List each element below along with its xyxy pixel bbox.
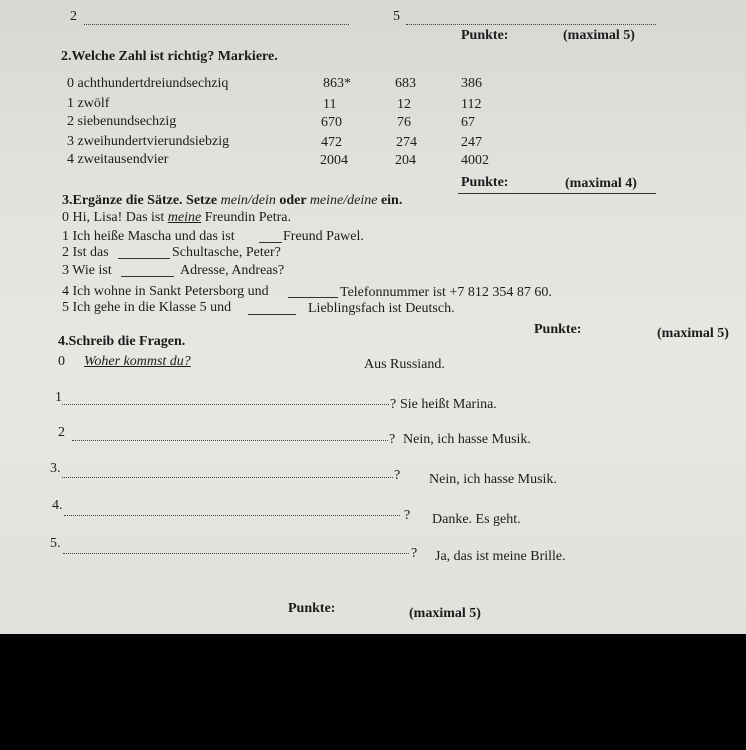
task2-option[interactable]: 112 <box>461 97 482 112</box>
score-label: Punkte: <box>534 322 582 337</box>
score-label: Punkte: <box>288 601 336 616</box>
task2-option[interactable]: 274 <box>396 135 417 150</box>
example-answer: Aus Russiand. <box>364 357 445 372</box>
task3-sentence: 2 Ist das <box>62 245 109 260</box>
answer-line <box>406 24 656 25</box>
question-answer: Nein, ich hasse Musik. <box>403 432 531 447</box>
task2-option[interactable]: 247 <box>461 135 482 150</box>
top-left-number: 2 <box>70 9 77 24</box>
score-max: (maximal 4) <box>565 176 637 191</box>
task2-row-label: 1 zwölf <box>67 96 110 111</box>
task2-option[interactable]: 204 <box>395 153 416 168</box>
blank-2[interactable] <box>118 258 170 259</box>
task3-title: 3.Ergänze die Sätze. Setze mein/dein oder meine/deine ein. <box>62 193 403 208</box>
task3-sentence: Lieblingsfach ist Deutsch. <box>308 301 455 316</box>
blank-3[interactable] <box>121 276 174 277</box>
question-mark: ? <box>390 397 397 412</box>
score-label: Punkte: <box>461 28 509 43</box>
question-input-line[interactable] <box>64 515 400 516</box>
question-input-line[interactable] <box>63 553 409 554</box>
question-answer: Danke. Es geht. <box>432 512 521 527</box>
task3-sentence: Schultasche, Peter? <box>172 245 281 260</box>
example-number: 0 <box>58 354 65 369</box>
task2-row-label: 3 zweihundertvierundsiebzig <box>67 134 230 149</box>
task3-sentence: 4 Ich wohne in Sankt Petersborg und <box>62 284 269 299</box>
task2-row-label: 2 siebenundsechzig <box>67 114 177 129</box>
task2-row-label: 0 achthundertdreiundsechziq <box>67 76 229 91</box>
question-mark: ? <box>389 432 396 447</box>
example-question: Woher kommst du? <box>84 354 191 369</box>
task3-sentence: Freund Pawel. <box>283 229 364 244</box>
task2-option[interactable]: 4002 <box>461 153 489 168</box>
question-mark: ? <box>404 508 411 523</box>
task3-sentence: 3 Wie ist <box>62 263 112 278</box>
question-answer: Nein, ich hasse Musik. <box>429 472 557 487</box>
task4-title: 4.Schreib die Fragen. <box>58 334 186 349</box>
task2-row-label: 4 zweitausendvier <box>67 152 169 167</box>
task3-example: 0 Hi, Lisa! Das ist meine Freundin Petra. <box>62 210 292 225</box>
task2-option[interactable]: 863* <box>323 76 351 91</box>
blank-5[interactable] <box>248 314 296 315</box>
task2-title: 2.Welche Zahl ist richtig? Markiere. <box>61 49 278 64</box>
question-number: 2 <box>58 425 65 440</box>
question-mark: ? <box>411 546 418 561</box>
question-input-line[interactable] <box>62 404 389 405</box>
task2-option[interactable]: 67 <box>461 115 475 130</box>
answer-line <box>84 24 349 25</box>
blank-4[interactable] <box>288 297 338 298</box>
question-answer: Ja, das ist meine Brille. <box>435 549 566 564</box>
question-input-line[interactable] <box>72 440 388 441</box>
task2-option[interactable]: 2004 <box>320 153 348 168</box>
score-max: (maximal 5) <box>657 326 729 341</box>
question-number: 1 <box>55 390 62 405</box>
score-label: Punkte: <box>461 175 509 190</box>
score-line <box>458 193 656 194</box>
task2-option[interactable]: 683 <box>395 76 416 91</box>
task3-sentence: 5 Ich gehe in die Klasse 5 und <box>62 300 232 315</box>
task2-option[interactable]: 11 <box>323 97 337 112</box>
question-number: 5. <box>50 536 61 551</box>
task2-option[interactable]: 472 <box>321 135 342 150</box>
blank-1[interactable] <box>259 242 282 243</box>
score-max: (maximal 5) <box>409 606 481 621</box>
task2-option[interactable]: 670 <box>321 115 342 130</box>
question-number: 3. <box>50 461 61 476</box>
task3-sentence: Telefonnummer ist +7 812 354 87 60. <box>340 285 552 300</box>
task3-sentence: Adresse, Andreas? <box>180 263 285 278</box>
question-input-line[interactable] <box>62 477 393 478</box>
question-number: 4. <box>52 498 63 513</box>
top-right-number: 5 <box>393 9 400 24</box>
score-max: (maximal 5) <box>563 28 635 43</box>
task3-sentence: 1 Ich heiße Mascha und das ist <box>62 229 235 244</box>
task2-option[interactable]: 76 <box>397 115 411 130</box>
question-mark: ? <box>394 468 401 483</box>
task2-option[interactable]: 386 <box>461 76 482 91</box>
question-answer: Sie heißt Marina. <box>400 397 497 412</box>
task2-option[interactable]: 12 <box>397 97 411 112</box>
